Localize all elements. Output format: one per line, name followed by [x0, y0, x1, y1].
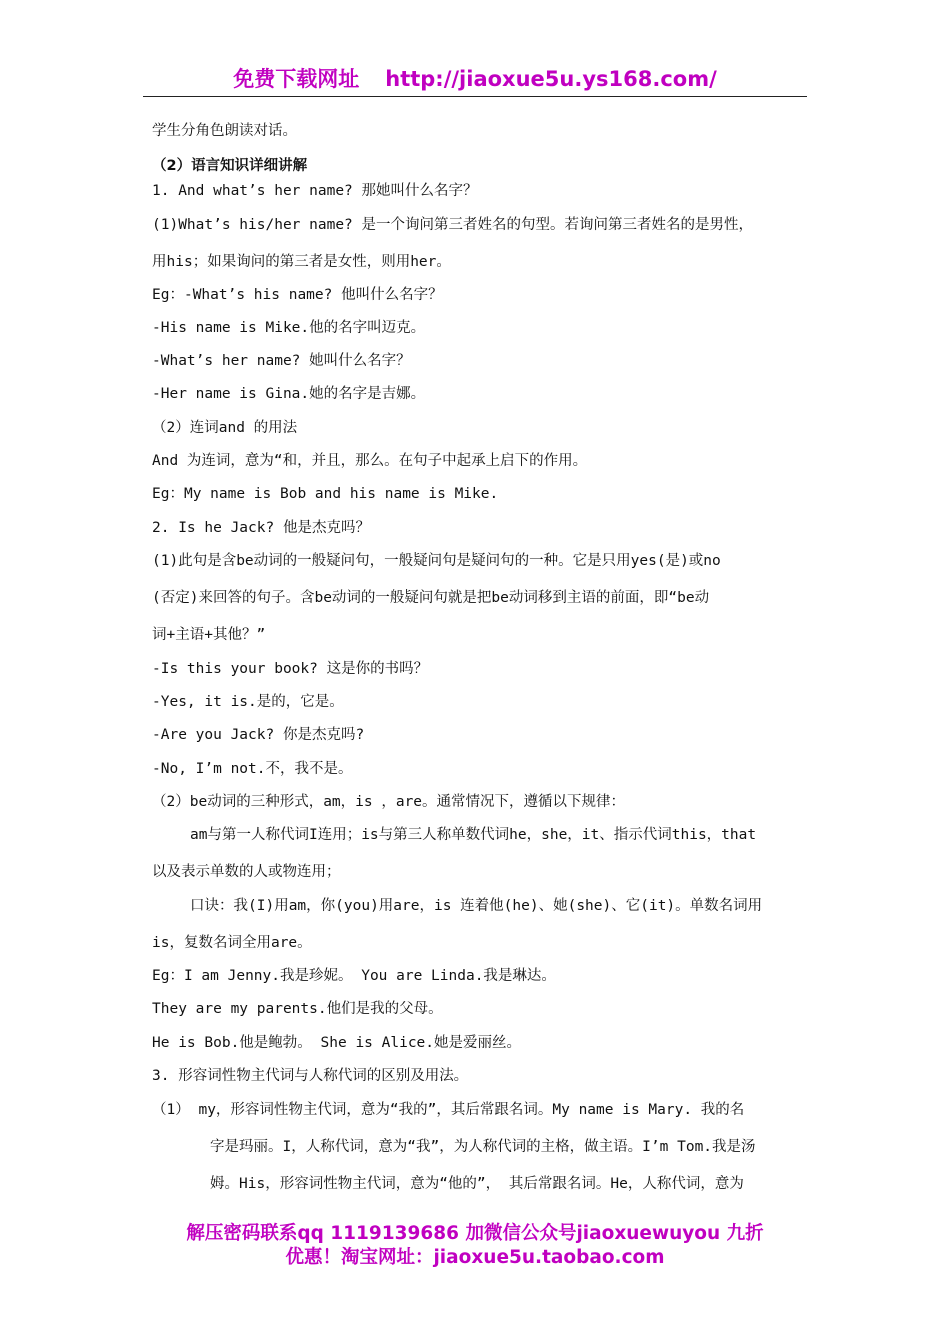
paragraph-line: 口诀：我(I)用am，你(you)用are，is 连着他(he)、她(she)、它(it)。单数名词用	[190, 898, 763, 914]
paragraph-line: They are my parents.他们是我的父母。	[152, 1001, 443, 1017]
paragraph-line: 学生分角色朗读对话。	[152, 123, 297, 139]
paragraph-line: (1)What’s his/her name? 是一个询问第三者姓名的句型。若询问第三者姓名的是男性，	[152, 217, 754, 233]
paragraph-line: He is Bob.他是鲍勃。 She is Alice.她是爱丽丝。	[152, 1035, 522, 1051]
paragraph-line: is，复数名词全用are。	[152, 935, 312, 951]
paragraph-line: （1） my，形容词性物主代词，意为“我的”，其后常跟名词。My name is Mary. 我的名	[152, 1102, 745, 1118]
paragraph-line: -Yes, it is.是的，它是。	[152, 694, 344, 710]
paragraph-line: (1)此句是含be动词的一般疑问句，一般疑问句是疑问句的一种。它是只用yes(是)或no	[152, 553, 721, 569]
paragraph-line: -His name is Mike.他的名字叫迈克。	[152, 320, 426, 336]
paragraph-line: -Her name is Gina.她的名字是吉娜。	[152, 386, 426, 402]
paragraph-line: (否定)来回答的句子。含be动词的一般疑问句就是把be动词移到主语的前面，即“be动	[152, 590, 710, 606]
paragraph-line: 字是玛丽。I，人称代词，意为“我”，为人称代词的主格，做主语。I’m Tom.我是汤	[210, 1139, 756, 1155]
footer-line-2: 优惠！淘宝网址：jiaoxue5u.taobao.com	[285, 1247, 665, 1268]
paragraph-line: 3. 形容词性物主代词与人称代词的区别及用法。	[152, 1068, 469, 1084]
header-url-link[interactable]: http://jiaoxue5u.ys168.com/	[385, 67, 717, 91]
page-header	[143, 62, 807, 97]
paragraph-line: 2. Is he Jack? 他是杰克吗？	[152, 520, 370, 536]
paragraph-line: Eg：My name is Bob and his name is Mike.	[152, 486, 499, 502]
section-heading: （2）语言知识详细讲解	[152, 158, 308, 174]
paragraph-line: am与第一人称代词I连用；is与第三人称单数代词he，she，it、指示代词this，that	[190, 827, 757, 843]
paragraph-line: 用his；如果询问的第三者是女性，则用her。	[152, 254, 451, 270]
paragraph-line: Eg：-What’s his name? 他叫什么名字？	[152, 287, 443, 303]
paragraph-line: -Is this your book? 这是你的书吗？	[152, 661, 429, 677]
paragraph-line: 1. And what’s her name? 那她叫什么名字？	[152, 183, 478, 199]
paragraph-line: 词+主语+其他？”	[152, 627, 266, 643]
paragraph-line: -Are you Jack? 你是杰克吗?	[152, 727, 365, 743]
footer-line-1: 解压密码联系qq 1119139686 加微信公众号jiaoxuewuyou 九折	[186, 1223, 764, 1244]
paragraph-line: -What’s her name? 她叫什么名字？	[152, 353, 411, 369]
paragraph-line: 姆。His，形容词性物主代词，意为“他的”， 其后常跟名词。He，人称代词，意为	[210, 1176, 744, 1192]
header-label: 免费下载网址	[233, 67, 360, 91]
paragraph-line: -No, I’m not.不，我不是。	[152, 761, 353, 777]
paragraph-line: Eg：I am Jenny.我是珍妮。 You are Linda.我是琳达。	[152, 968, 556, 984]
paragraph-line: 以及表示单数的人或物连用；	[152, 864, 341, 880]
paragraph-line: And 为连词，意为“和，并且，那么。在句子中起承上启下的作用。	[152, 453, 588, 469]
paragraph-line: （2）连词and 的用法	[152, 420, 298, 436]
paragraph-line: （2）be动词的三种形式，am，is ，are。通常情况下，遵循以下规律：	[152, 794, 626, 810]
